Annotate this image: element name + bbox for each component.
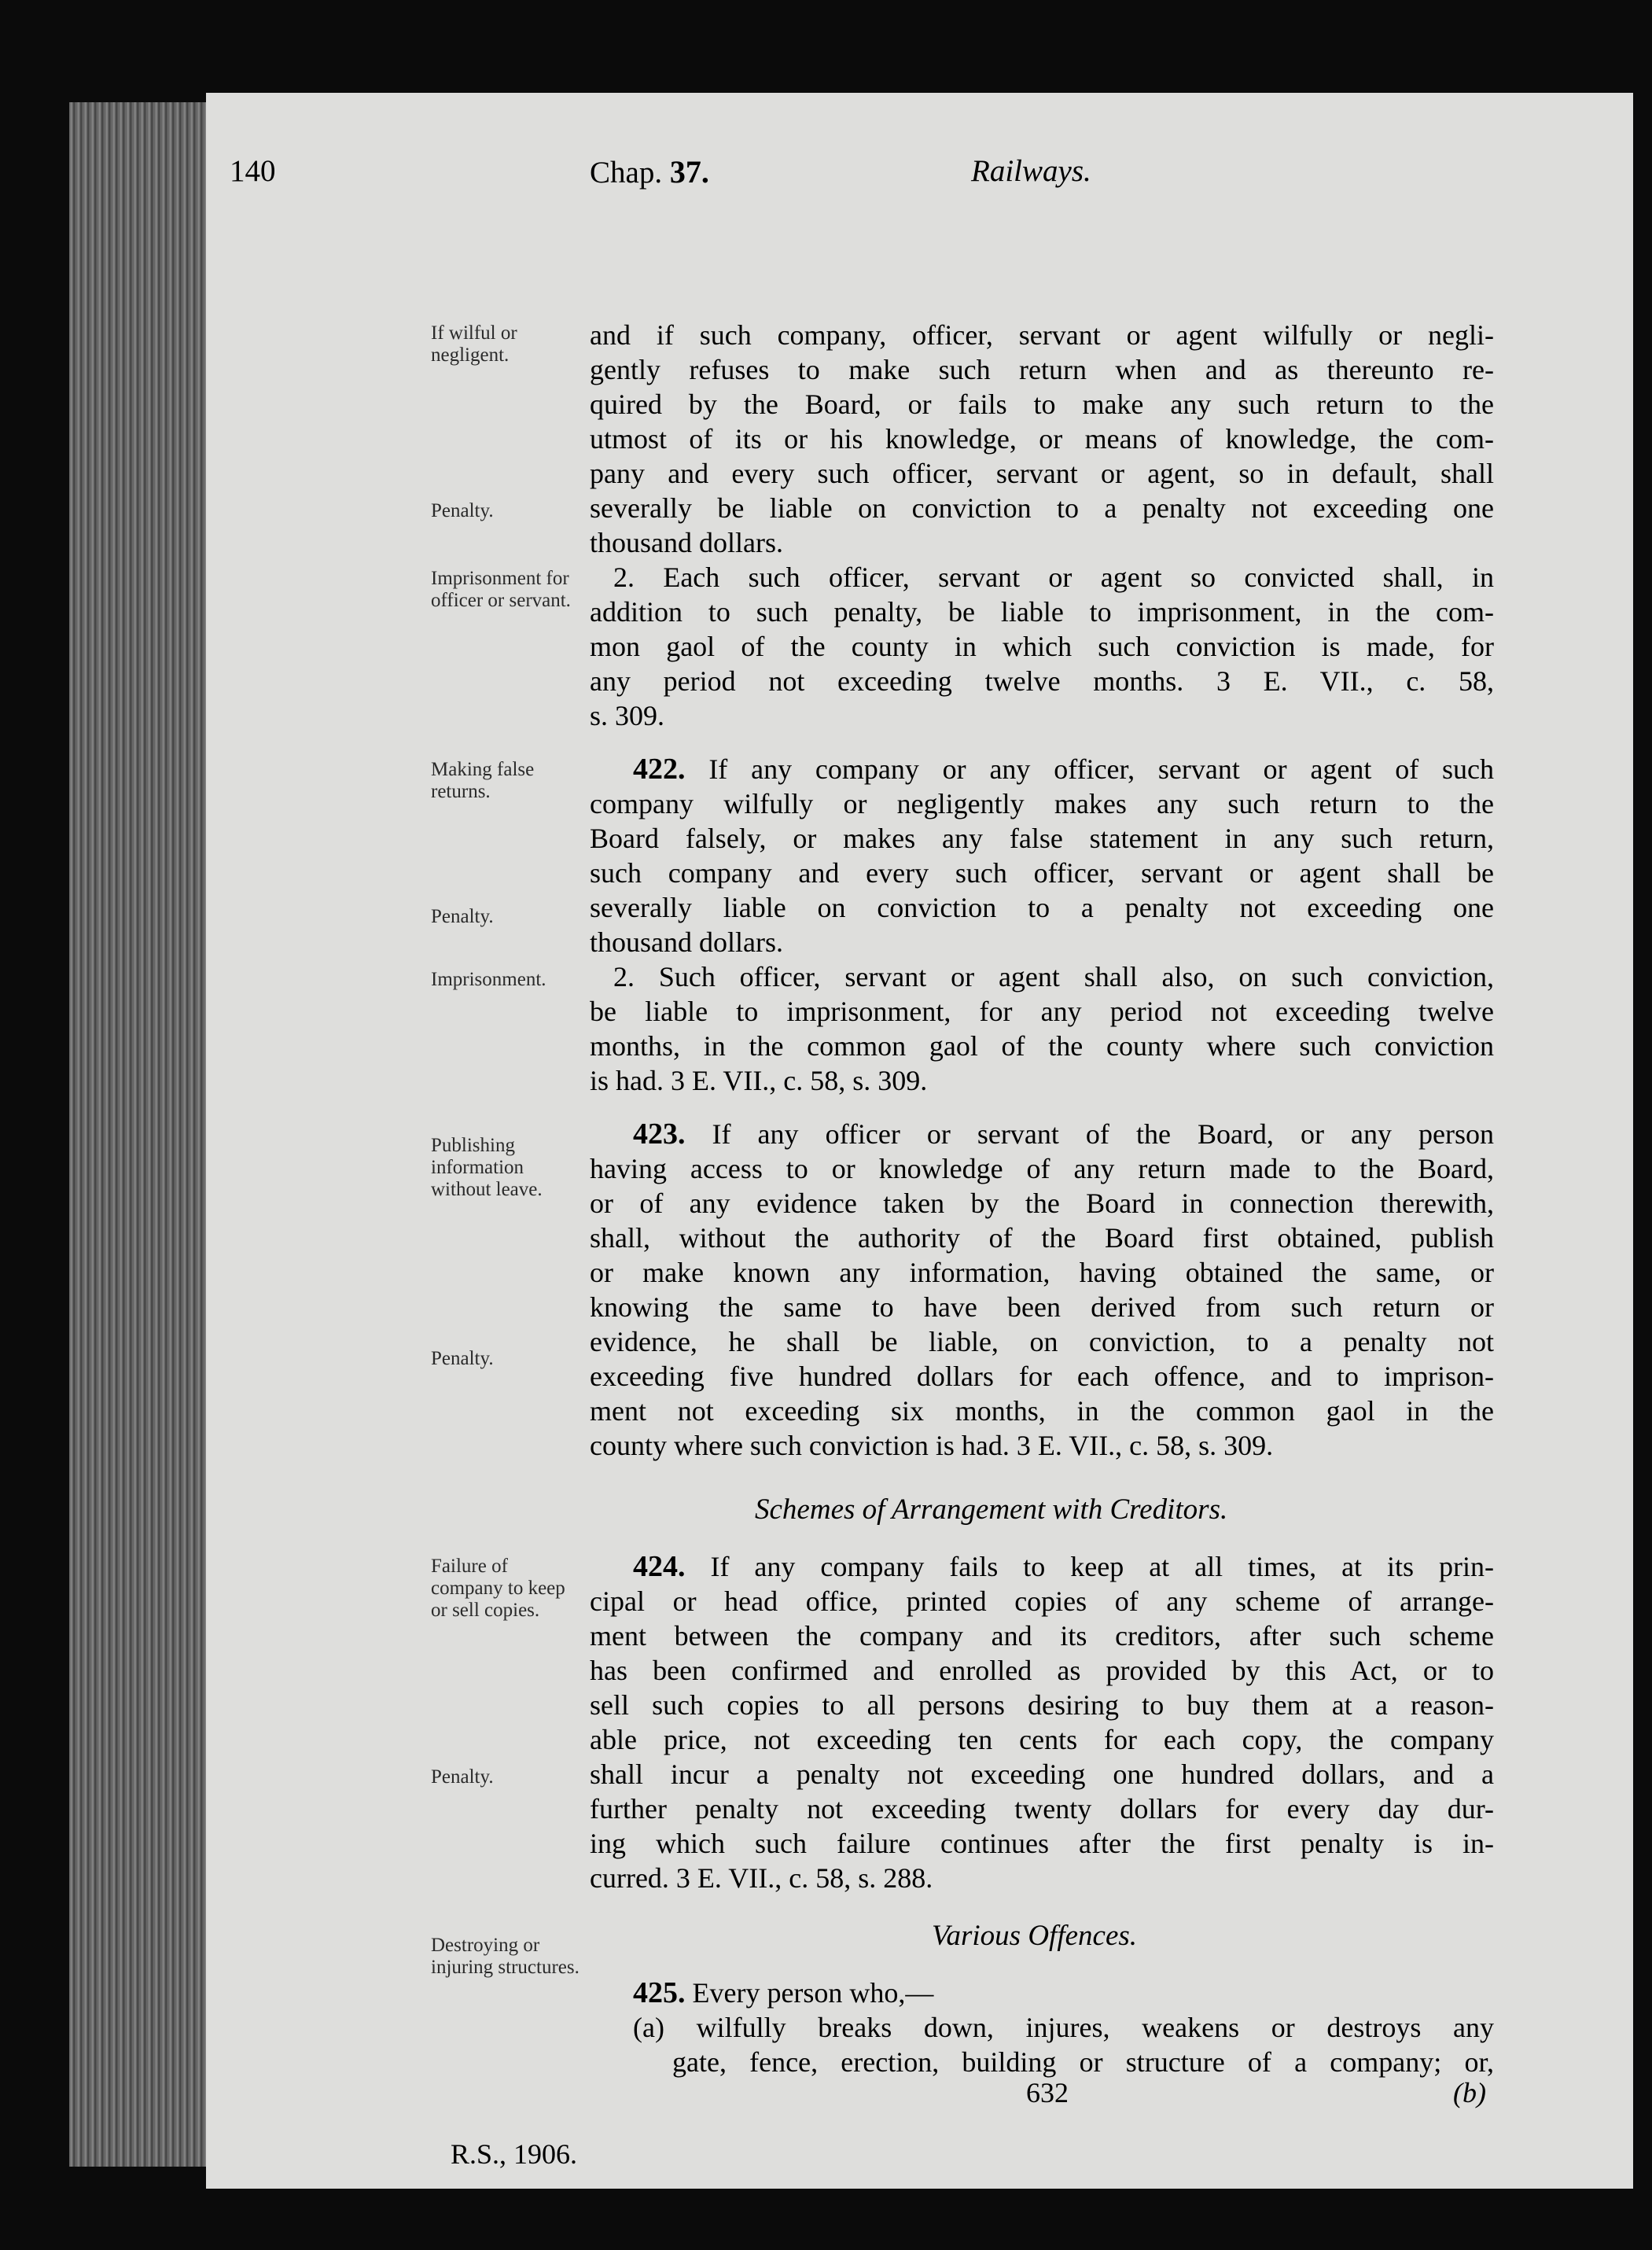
edition-mark: R.S., 1906. [451, 2138, 578, 2170]
body-line: mon gaol of the county in which such conviction is made, for [590, 631, 1494, 662]
margin-note: If wilful or negligent. [431, 322, 517, 366]
body-line: knowing the same to have been derived from such return or [590, 1291, 1494, 1323]
chapter-prefix: Chap. [590, 156, 663, 190]
body-line: or make known any information, having obtained the same, or [590, 1257, 1494, 1288]
body-line: If any company or any officer, servant or agent of such [708, 753, 1494, 785]
body-line: Every person who,— [692, 1977, 934, 2009]
body-line: 2. Each such officer, servant or agent so convicted shall, in [613, 562, 1494, 593]
running-title: Railways. [971, 154, 1091, 188]
body-line: shall, without the authority of the Board first obtained, publish [590, 1222, 1494, 1254]
body-line: further penalty not exceeding twenty dollars for every day dur- [590, 1793, 1494, 1825]
margin-note: Penalty. [431, 1348, 494, 1369]
body-line: cipal or head office, printed copies of any scheme of arrange- [590, 1585, 1494, 1617]
body-line: any period not exceeding twelve months. 3 E. VII., c. 58, [590, 665, 1494, 697]
section-number: 424. [633, 1550, 686, 1583]
page-marker: 632 [1026, 2077, 1069, 2108]
body-line: company wilfully or negligently makes any such return to the [590, 788, 1494, 819]
body-line: months, in the common gaol of the county where such conviction [590, 1030, 1494, 1062]
margin-note: Destroying or injuring structures. [431, 1935, 579, 1978]
body-line: ment between the company and its creditors, after such scheme [590, 1620, 1494, 1652]
body-line: gently refuses to make such return when and as thereunto re- [590, 354, 1494, 385]
body-line: quired by the Board, or fails to make any such return to the [590, 389, 1494, 420]
margin-note: Penalty. [431, 906, 494, 927]
section-number: 423. [633, 1118, 686, 1151]
margin-note: Making false returns. [431, 759, 535, 802]
body-line: such company and every such officer, servant or agent shall be [590, 857, 1494, 889]
body-line: If any officer or servant of the Board, or any person [712, 1118, 1494, 1150]
body-line: severally liable on conviction to a penalty not exceeding one [590, 892, 1494, 923]
body-line: pany and every such officer, servant or agent, so in default, shall [590, 458, 1494, 489]
body-line: addition to such penalty, be liable to imprisonment, in the com- [590, 596, 1494, 628]
body-line: Board falsely, or makes any false statement in any such return, [590, 823, 1494, 854]
body-line: county where such conviction is had. 3 E. VII., c. 58, s. 309. [590, 1430, 1274, 1461]
margin-note: Penalty. [431, 500, 494, 521]
catchword: (b) [1453, 2077, 1486, 2108]
body-line: ing which such failure continues after the first penalty is in- [590, 1828, 1494, 1859]
body-line: sell such copies to all persons desiring to buy them at a reason- [590, 1689, 1494, 1721]
body-line: utmost of its or his knowledge, or means of knowledge, the com- [590, 423, 1494, 455]
body-line: having access to or knowledge of any return made to the Board, [590, 1153, 1494, 1184]
section-number: 422. [633, 753, 686, 786]
section-heading: Schemes of Arrangement with Creditors. [755, 1493, 1228, 1526]
margin-note: Penalty. [431, 1766, 494, 1788]
chapter-reference [590, 153, 709, 190]
section-number: 425. [633, 1976, 686, 2009]
section-heading: Various Offences. [932, 1920, 1138, 1952]
body-line: ment not exceeding six months, in the common gaol in the [590, 1395, 1494, 1427]
chapter-number: 37. [669, 154, 709, 190]
body-line: If any company fails to keep at all times, at its prin- [710, 1551, 1494, 1582]
body-line: 2. Such officer, servant or agent shall also, on such conviction, [613, 961, 1494, 992]
body-line: curred. 3 E. VII., c. 58, s. 288. [590, 1862, 933, 1894]
body-line: gate, fence, erection, building or structure of a company; or, [672, 2046, 1494, 2078]
body-line: evidence, he shall be liable, on conviction, to a penalty not [590, 1326, 1494, 1357]
body-line: be liable to imprisonment, for any period not exceeding twelve [590, 996, 1494, 1027]
body-line: or of any evidence taken by the Board in connection therewith, [590, 1188, 1494, 1219]
body-line: severally be liable on conviction to a penalty not exceeding one [590, 492, 1494, 524]
body-line: has been confirmed and enrolled as provided by this Act, or to [590, 1655, 1494, 1686]
margin-note: Publishing information without leave. [431, 1135, 543, 1200]
body-line: (a) wilfully breaks down, injures, weakens or destroys any [633, 2012, 1494, 2043]
body-line: is had. 3 E. VII., c. 58, s. 309. [590, 1065, 928, 1096]
body-line: thousand dollars. [590, 926, 783, 958]
page-number: 140 [230, 154, 276, 188]
body-line: s. 309. [590, 700, 665, 731]
body-line: and if such company, officer, servant or agent wilfully or negli- [590, 319, 1494, 351]
book-page-edges [69, 102, 207, 2167]
body-line: thousand dollars. [590, 527, 783, 558]
body-line: exceeding five hundred dollars for each offence, and to imprison- [590, 1361, 1494, 1392]
body-line: able price, not exceeding ten cents for each copy, the company [590, 1724, 1494, 1755]
margin-note: Failure of company to keep or sell copies. [431, 1556, 565, 1621]
margin-note: Imprisonment. [431, 969, 546, 990]
margin-note: Imprisonment for officer or servant. [431, 568, 571, 611]
body-line: shall incur a penalty not exceeding one hundred dollars, and a [590, 1758, 1494, 1790]
